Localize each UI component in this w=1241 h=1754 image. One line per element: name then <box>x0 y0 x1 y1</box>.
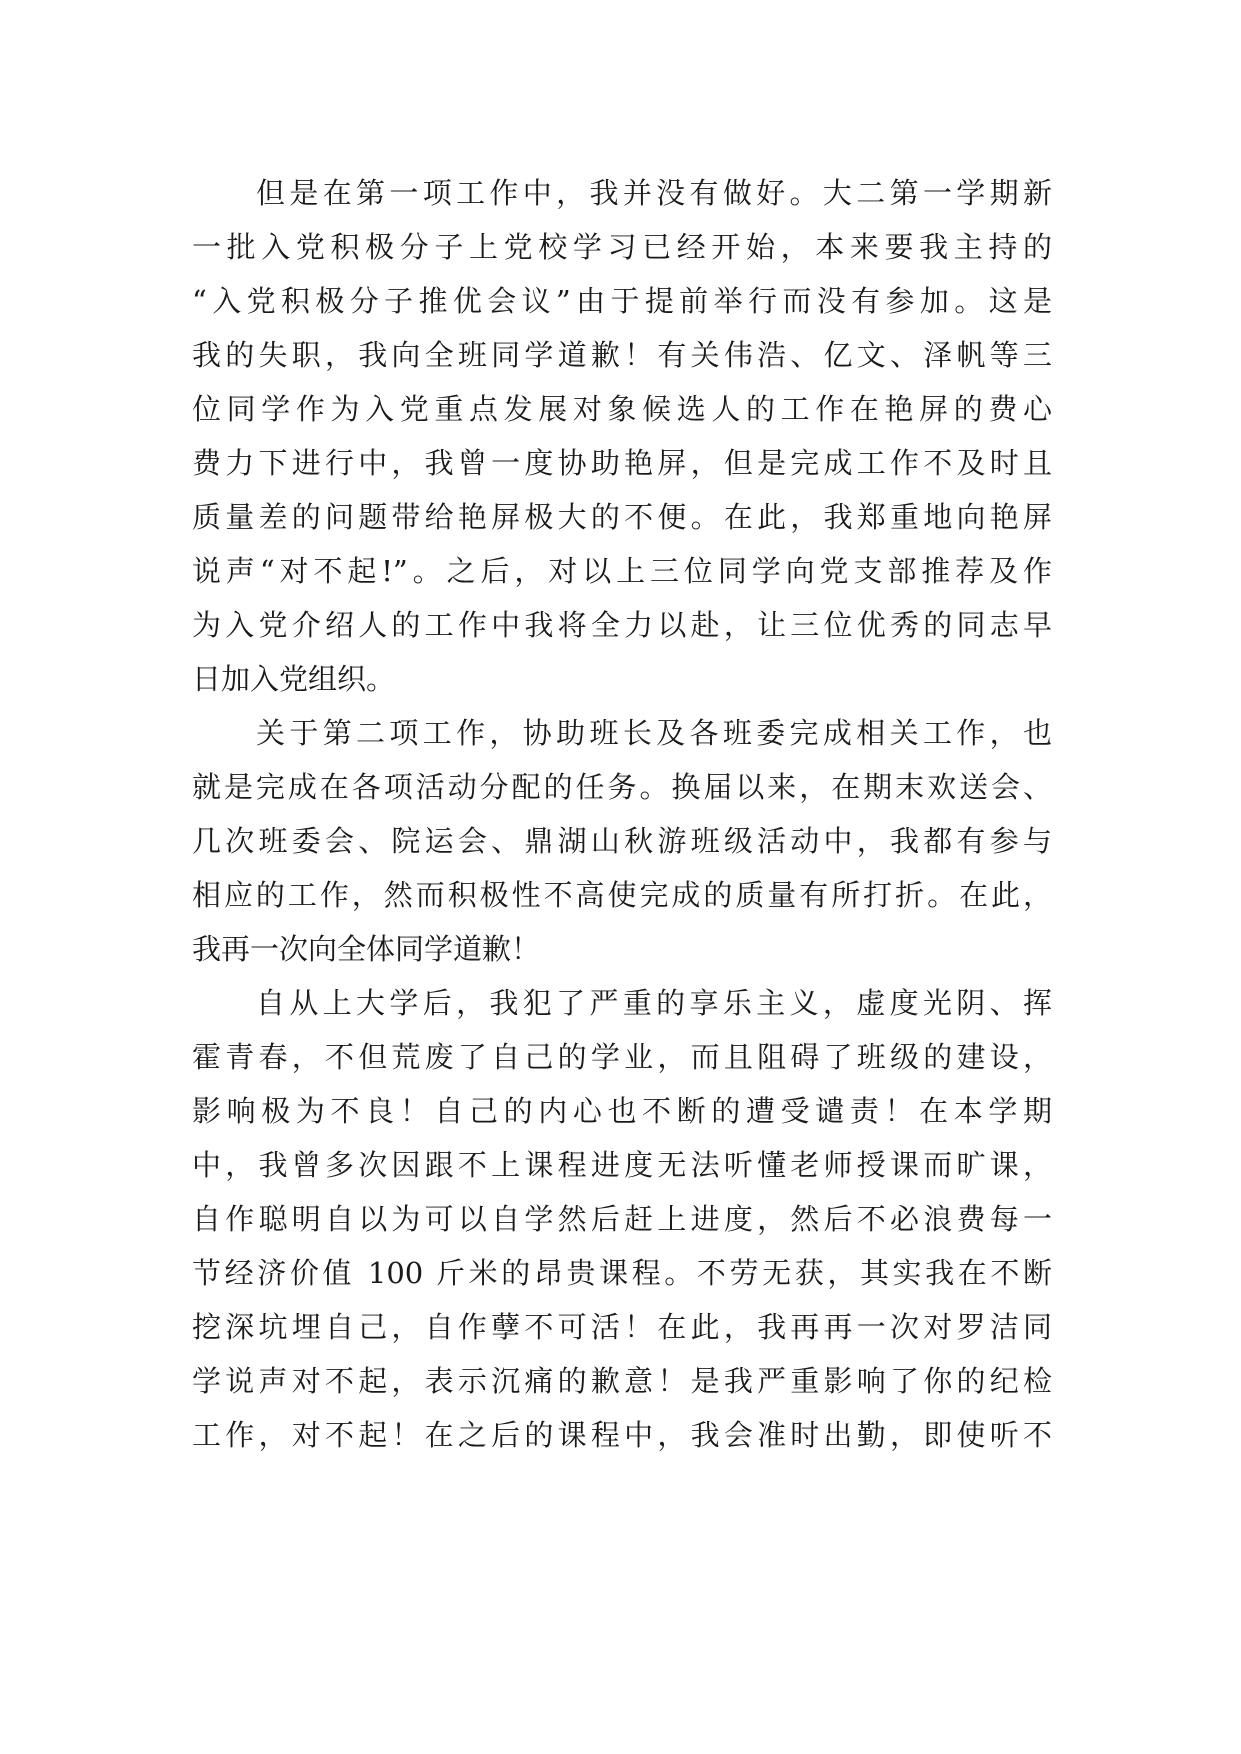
paragraph-second-task <box>192 706 1052 976</box>
text-line: 相应的工作，然而积极性不高使完成的质量有所打折。在此， <box>192 878 1052 912</box>
text-line: 学说声对不起，表示沉痛的歉意！是我严重影响了你的纪检 <box>192 1364 1052 1398</box>
text-line: 说声“对不起!”。之后，对以上三位同学向党支部推荐及作 <box>192 554 1052 588</box>
text-line: 几次班委会、院运会、鼎湖山秋游班级活动中，我都有参与 <box>192 824 1052 858</box>
text-line: 为入党介绍人的工作中我将全力以赴，让三位优秀的同志早 <box>192 608 1052 642</box>
text-line: “入党积极分子推优会议”由于提前举行而没有参加。这是 <box>192 284 1052 318</box>
document-body <box>192 166 1052 1462</box>
text-line: 一批入党积极分子上党校学习已经开始，本来要我主持的 <box>192 230 1052 264</box>
text-line: 我再一次向全体同学道歉！ <box>192 932 541 966</box>
text-line: 我的失职，我向全班同学道歉！有关伟浩、亿文、泽帆等三 <box>192 338 1052 372</box>
text-line: 自从上大学后，我犯了严重的享乐主义，虚度光阴、挥 <box>256 986 1052 1020</box>
text-line: 位同学作为入党重点发展对象候选人的工作在艳屏的费心 <box>192 392 1052 426</box>
text-line: 挖深坑埋自己，自作孽不可活！在此，我再再一次对罗洁同 <box>192 1310 1052 1344</box>
text-line: 自作聪明自以为可以自学然后赶上进度，然后不必浪费每一 <box>192 1202 1052 1236</box>
paragraph-first-task <box>192 166 1052 706</box>
text-line: 但是在第一项工作中，我并没有做好。大二第一学期新 <box>256 176 1052 210</box>
text-line: 就是完成在各项活动分配的任务。换届以来，在期末欢送会、 <box>192 770 1052 804</box>
text-line: 关于第二项工作，协助班长及各班委完成相关工作，也 <box>256 716 1052 750</box>
text-line: 霍青春，不但荒废了自己的学业，而且阻碍了班级的建设， <box>192 1040 1052 1074</box>
text-line: 工作，对不起！在之后的课程中，我会准时出勤，即使听不 <box>192 1418 1052 1452</box>
paragraph-self-reflection <box>192 976 1052 1462</box>
text-line: 费力下进行中，我曾一度协助艳屏，但是完成工作不及时且 <box>192 446 1052 480</box>
text-line: 节经济价值 100 斤米的昂贵课程。不劳无获，其实我在不断 <box>192 1256 1052 1290</box>
text-line: 质量差的问题带给艳屏极大的不便。在此，我郑重地向艳屏 <box>192 500 1052 534</box>
text-line: 影响极为不良！自己的内心也不断的遭受谴责！在本学期 <box>192 1094 1052 1128</box>
text-line: 中，我曾多次因跟不上课程进度无法听懂老师授课而旷课， <box>192 1148 1052 1182</box>
text-line: 日加入党组织。 <box>192 662 396 696</box>
